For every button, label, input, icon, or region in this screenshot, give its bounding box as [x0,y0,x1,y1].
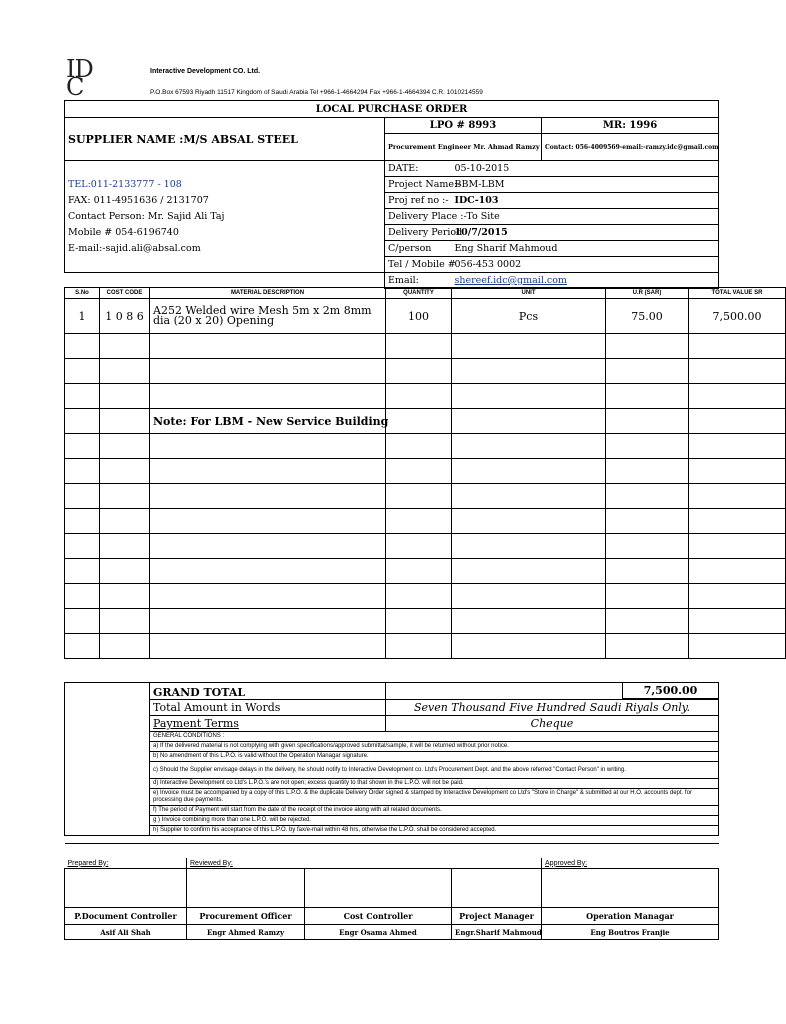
blank-cell [65,257,385,273]
item-total: 7,500.00 [689,299,786,334]
name-doc-controller: Asif Ali Shah [65,925,187,940]
col-total: TOTAL VALUE SR [689,288,786,299]
name-cost-controller: Engr Osama Ahmed [305,925,452,940]
delivery-place-label: Delivery Place :- [388,211,467,222]
order-header-table [64,100,719,289]
approved-by-label: Approved By: [542,858,719,869]
mr-number: MR: 1996 [542,118,719,134]
role-cost-controller: Cost Controller [305,908,452,925]
delivery-place-value: To Site [466,211,500,222]
delivery-period-label: Delivery Period [385,225,452,241]
supplier-mobile: Mobile # 054-6196740 [65,225,385,241]
condition-g: g ) Invoice combining more than one L.P.O. will be rejected. [150,816,719,826]
proj-ref-label: Proj ref no :- [385,193,452,209]
supplier-email: E-mail:-sajid.ali@absal.com [65,241,385,257]
table-row [65,609,786,634]
email-link[interactable]: shereef.idc@gmail.com [454,275,567,286]
table-row [65,484,786,509]
items-table [64,287,786,659]
item-description: A252 Welded wire Mesh 5m x 2m 8mm dia (20 x 20) Opening [150,299,386,334]
table-row [65,559,786,584]
lpo-number: LPO # 8993 [385,118,542,134]
email-label: Email: [385,273,452,289]
table-row [65,534,786,559]
signature-box [305,869,452,908]
condition-a: a) If the delivered material is not complying with given specifications/approved submittal/sample, it will be returned without prior notice. [150,742,719,752]
item-unit: Pcs [452,299,606,334]
role-doc-controller: P.Document Controller [65,908,187,925]
payment-terms-value: Cheque [386,716,719,732]
signature-box [542,869,719,908]
col-sno: S.No [65,288,100,299]
condition-e: e) Invoice must be accompanied by a copy of this L.P.O. & the duplicate Delivery Order signed & stamped by Interactive Development co Ltd's "Store in Charge" & submitted at our H.O. accounts dept. for processing due payments. [150,789,719,806]
condition-f: f) The period of Payment will start from the date of the receipt of the invoice along with all related documents. [150,806,719,816]
role-procurement-officer: Procurement Officer [187,908,305,925]
condition-c: c) Should the Supplier envisage delays in the delivery, he should notify to Interactive Development co. Ltd's Procurement Dept. and the above referred "Contact Person" in writing. [150,762,719,779]
page-title: LOCAL PURCHASE ORDER [65,101,719,118]
supplier-name: SUPPLIER NAME :M/S ABSAL STEEL [65,118,385,161]
signatures-table [64,858,719,940]
role-project-manager: Project Manager [452,908,542,925]
col-description: MATERIAL DESCRIPTION [150,288,386,299]
signature-box [65,869,187,908]
conditions-title: GENERAL CONDITIONS : [150,732,719,742]
condition-h: h) Supplier to confirm his acceptance of this L.P.O. by fax/e-mail within 48 hrs, otherwise the L.P.O. shall be considered accepted. [150,826,719,836]
col-rate: U.R (SAR) [606,288,689,299]
project-name-label: Project Name:- [385,177,452,193]
item-sno: 1 [65,299,100,334]
item-quantity: 100 [386,299,452,334]
name-operation-manager: Eng Boutros Franjie [542,925,719,940]
delivery-period-value: 10/7/2015 [452,225,719,241]
procurement-contact: Contact: 056-4009569-email:-ramzy.idc@gmail.com [542,134,719,161]
amount-words-value: Seven Thousand Five Hundred Saudi Riyals Only. [386,699,719,716]
delivery-place [385,209,719,225]
blank-cell [65,836,719,844]
blank-cell [386,683,623,700]
blank-cell [65,161,385,177]
name-project-manager: Engr.Sharif Mahmoud [452,925,542,940]
tel-mobile-label: Tel / Mobile # [385,257,452,273]
role-operation-manager: Operation Managar [542,908,719,925]
payment-terms-label: Payment Terms [150,716,386,732]
blank-cell [65,699,150,716]
table-row [65,459,786,484]
condition-d: d) Interactive Development co Ltd's L.P.O.'s are not open; excess quantity to that shown in the L.P.O. will not be paid. [150,779,719,789]
company-address: P.O.Box 67593 Riyadh 11517 Kingdom of Saudi Arabia Tel +966-1-4664294 Fax +966-1-4664394 C.R. 1010214559 [150,89,483,96]
company-logo: ID C [66,55,93,101]
date-label: DATE: [385,161,452,177]
table-row [65,334,786,359]
condition-b: b) No amendment of this L.P.O. is valid without the Operation Managar signature. [150,752,719,762]
cperson-value: Eng Sharif Mahmoud [452,241,719,257]
item-cost-code: 1 0 8 6 [100,299,150,334]
signature-box [452,869,542,908]
col-cost-code: COST CODE [100,288,150,299]
procurement-engineer: Procurement Engineer Mr. Ahmad Ramzy [385,134,542,161]
proj-ref-value: IDC-103 [452,193,719,209]
blank-cell [65,716,150,732]
totals-table [64,682,719,844]
col-quantity: QUANTITY [386,288,452,299]
table-row [65,299,786,334]
tel-mobile-value: 056-453 0002 [452,257,719,273]
amount-words-label: Total Amount in Words [150,699,386,716]
supplier-contact-person: Contact Person: Mr. Sajid Ali Taj [65,209,385,225]
table-row [65,434,786,459]
company-name: Interactive Development CO. Ltd. [150,68,261,75]
grand-total-value: 7,500.00 [623,683,719,700]
date-value: 05-10-2015 [452,161,719,177]
grand-total-label: GRAND TOTAL [150,683,386,700]
prepared-by-label: Prepared By: [65,858,187,869]
table-row [65,384,786,409]
supplier-tel: TEL:011-2133777 - 108 [65,177,385,193]
item-rate: 75.00 [606,299,689,334]
col-unit: UNIT [452,288,606,299]
name-procurement-officer: Engr Ahmed Ramzy [187,925,305,940]
supplier-fax: FAX: 011-4951636 / 2131707 [65,193,385,209]
table-row [65,509,786,534]
order-note: Note: For LBM - New Service Building [150,409,386,434]
blank-cell [65,683,150,700]
signature-box [187,869,305,908]
table-row [65,634,786,659]
table-row [65,584,786,609]
table-row [65,359,786,384]
reviewed-by-label: Reviewed By: [187,858,542,869]
table-row [65,409,786,434]
cperson-label: C/person [385,241,452,257]
project-name-value: BBM-LBM [452,177,719,193]
blank-cell [65,732,150,742]
